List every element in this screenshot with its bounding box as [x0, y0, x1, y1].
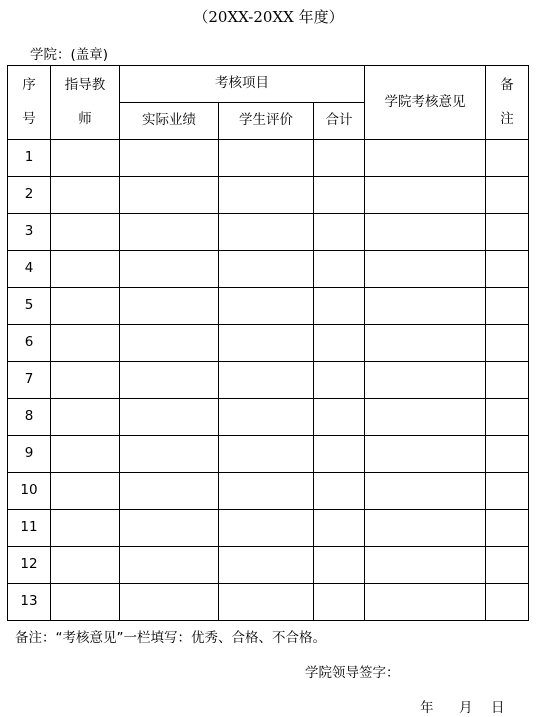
header-teacher [51, 66, 120, 140]
total-cell[interactable] [314, 214, 365, 251]
table-row [8, 473, 529, 510]
row-number: 13 [8, 584, 51, 621]
note-cell[interactable] [486, 584, 529, 621]
teacher-cell[interactable] [51, 251, 120, 288]
note-cell[interactable] [486, 362, 529, 399]
assessment-table [7, 65, 529, 621]
header-teacher-line2: 师 [78, 111, 92, 127]
total-cell[interactable] [314, 473, 365, 510]
opinion-cell[interactable] [365, 362, 486, 399]
total-cell[interactable] [314, 325, 365, 362]
opinion-cell[interactable] [365, 547, 486, 584]
row-number: 9 [8, 436, 51, 473]
table-row [8, 177, 529, 214]
total-cell[interactable] [314, 584, 365, 621]
teacher-cell[interactable] [51, 473, 120, 510]
total-cell[interactable] [314, 436, 365, 473]
table-row [8, 510, 529, 547]
opinion-cell[interactable] [365, 251, 486, 288]
teacher-cell[interactable] [51, 325, 120, 362]
table-row [8, 399, 529, 436]
teacher-cell[interactable] [51, 177, 120, 214]
performance-cell[interactable] [120, 510, 219, 547]
evaluation-cell[interactable] [219, 140, 314, 177]
total-cell[interactable] [314, 288, 365, 325]
performance-cell[interactable] [120, 584, 219, 621]
note-cell[interactable] [486, 251, 529, 288]
note-cell[interactable] [486, 510, 529, 547]
header-teacher-line1: 指导教 [64, 76, 106, 93]
teacher-cell[interactable] [51, 547, 120, 584]
evaluation-cell[interactable] [219, 584, 314, 621]
header-note-line1: 备 [500, 76, 514, 93]
performance-cell[interactable] [120, 288, 219, 325]
performance-cell[interactable] [120, 177, 219, 214]
evaluation-cell[interactable] [219, 288, 314, 325]
row-number: 2 [8, 177, 51, 214]
note-cell[interactable] [486, 140, 529, 177]
remark-note: 备注：“考核意见”一栏填写：优秀、合格、不合格。 [15, 630, 326, 646]
header-note [486, 66, 529, 140]
teacher-cell[interactable] [51, 214, 120, 251]
evaluation-cell[interactable] [219, 510, 314, 547]
header-college-opinion: 学院考核意见 [365, 66, 486, 140]
note-cell[interactable] [486, 399, 529, 436]
total-cell[interactable] [314, 399, 365, 436]
opinion-cell[interactable] [365, 140, 486, 177]
note-cell[interactable] [486, 473, 529, 510]
performance-cell[interactable] [120, 325, 219, 362]
performance-cell[interactable] [120, 214, 219, 251]
date-day-label: 日 [491, 700, 505, 716]
header-seq-line2: 号 [22, 111, 36, 127]
table-row [8, 547, 529, 584]
row-number: 12 [8, 547, 51, 584]
performance-cell[interactable] [120, 473, 219, 510]
teacher-cell[interactable] [51, 399, 120, 436]
header-note-line2: 注 [500, 111, 514, 127]
college-stamp-label: 学院：(盖章) [30, 47, 109, 63]
teacher-cell[interactable] [51, 436, 120, 473]
evaluation-cell[interactable] [219, 399, 314, 436]
opinion-cell[interactable] [365, 473, 486, 510]
row-number: 1 [8, 140, 51, 177]
header-actual-performance: 实际业绩 [120, 103, 219, 140]
opinion-cell[interactable] [365, 510, 486, 547]
teacher-cell[interactable] [51, 584, 120, 621]
teacher-cell[interactable] [51, 362, 120, 399]
opinion-cell[interactable] [365, 325, 486, 362]
table-row [8, 288, 529, 325]
date-month-label: 月 [459, 700, 473, 716]
note-cell[interactable] [486, 547, 529, 584]
evaluation-cell[interactable] [219, 177, 314, 214]
total-cell[interactable] [314, 177, 365, 214]
total-cell[interactable] [314, 140, 365, 177]
row-number: 4 [8, 251, 51, 288]
header-assessment-items: 考核项目 [120, 66, 365, 103]
opinion-cell[interactable] [365, 177, 486, 214]
teacher-cell[interactable] [51, 510, 120, 547]
evaluation-cell[interactable] [219, 214, 314, 251]
row-number: 10 [8, 473, 51, 510]
evaluation-cell[interactable] [219, 473, 314, 510]
note-cell[interactable] [486, 214, 529, 251]
header-total: 合计 [314, 103, 365, 140]
note-cell[interactable] [486, 288, 529, 325]
note-cell[interactable] [486, 436, 529, 473]
evaluation-cell[interactable] [219, 436, 314, 473]
performance-cell[interactable] [120, 436, 219, 473]
teacher-cell[interactable] [51, 288, 120, 325]
note-cell[interactable] [486, 325, 529, 362]
row-number: 6 [8, 325, 51, 362]
row-number: 3 [8, 214, 51, 251]
leader-signature-label: 学院领导签字： [305, 665, 400, 681]
date-year-label: 年 [420, 700, 434, 716]
evaluation-cell[interactable] [219, 547, 314, 584]
table-row [8, 362, 529, 399]
header-student-evaluation: 学生评价 [219, 103, 314, 140]
total-cell[interactable] [314, 362, 365, 399]
table-row [8, 251, 529, 288]
table-row [8, 214, 529, 251]
evaluation-cell[interactable] [219, 362, 314, 399]
evaluation-cell[interactable] [219, 325, 314, 362]
total-cell[interactable] [314, 547, 365, 584]
performance-cell[interactable] [120, 140, 219, 177]
teacher-cell[interactable] [51, 140, 120, 177]
performance-cell[interactable] [120, 251, 219, 288]
table-row [8, 140, 529, 177]
table-row [8, 584, 529, 621]
performance-cell[interactable] [120, 547, 219, 584]
row-number: 7 [8, 362, 51, 399]
note-cell[interactable] [486, 177, 529, 214]
opinion-cell[interactable] [365, 214, 486, 251]
evaluation-cell[interactable] [219, 251, 314, 288]
performance-cell[interactable] [120, 362, 219, 399]
header-seq [8, 66, 51, 140]
table-row [8, 436, 529, 473]
year-range-title: （20XX-20XX 年度） [193, 8, 344, 26]
performance-cell[interactable] [120, 399, 219, 436]
row-number: 8 [8, 399, 51, 436]
total-cell[interactable] [314, 251, 365, 288]
opinion-cell[interactable] [365, 288, 486, 325]
total-cell[interactable] [314, 510, 365, 547]
opinion-cell[interactable] [365, 436, 486, 473]
header-seq-line1: 序 [22, 76, 36, 93]
row-number: 11 [8, 510, 51, 547]
row-number: 5 [8, 288, 51, 325]
opinion-cell[interactable] [365, 399, 486, 436]
table-row [8, 325, 529, 362]
opinion-cell[interactable] [365, 584, 486, 621]
